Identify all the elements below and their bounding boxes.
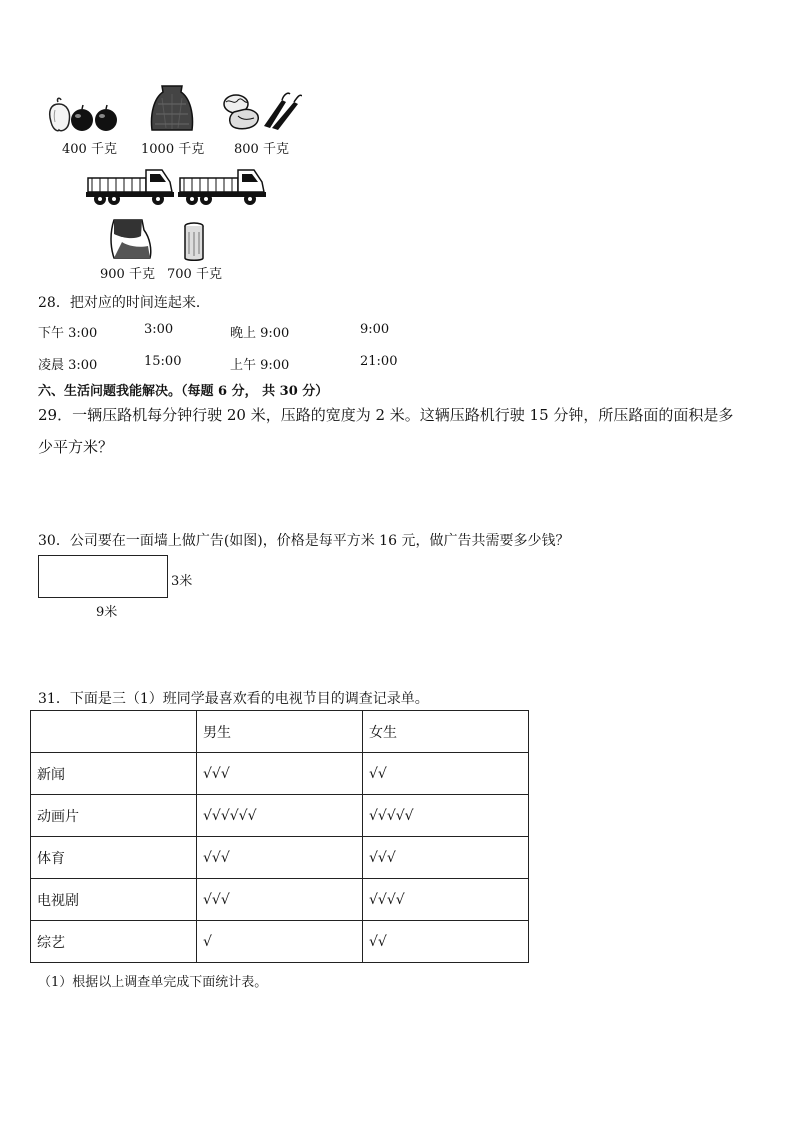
q28-time[interactable]: 21:00 xyxy=(360,354,398,369)
q29-line2: 少平方米？ xyxy=(38,438,114,456)
rice-weight: 1000 千克 xyxy=(141,142,205,157)
table-cell: 动画片 xyxy=(31,795,197,837)
table-cell: √√√√ xyxy=(363,879,529,921)
table-cell: √√√ xyxy=(197,879,363,921)
table-row xyxy=(31,837,529,879)
rice-illustration xyxy=(148,84,196,132)
width-label: 9米 xyxy=(96,605,118,620)
q31-subquestion-1: （1）根据以上调查单完成下面统计表。 xyxy=(38,975,268,990)
table-cell: 电视剧 xyxy=(31,879,197,921)
section-6-heading: 六、生活问题我能解决。（每题 6 分， 共 30 分） xyxy=(38,384,329,399)
table-row xyxy=(31,795,529,837)
wall-rectangle xyxy=(38,555,168,598)
table-cell: √√√√√ xyxy=(363,795,529,837)
flour-illustration xyxy=(108,216,152,260)
table-header: 男生 xyxy=(197,711,363,753)
q28-time[interactable]: 3:00 xyxy=(144,322,174,337)
flour-weight: 900 千克 xyxy=(100,267,155,282)
truck-1 xyxy=(86,164,174,206)
oil-illustration xyxy=(182,222,206,262)
truck-2 xyxy=(178,164,266,206)
vegetable-icon xyxy=(220,90,302,132)
table-cell: √√√ xyxy=(197,753,363,795)
table-row xyxy=(31,753,529,795)
oil-weight: 700 千克 xyxy=(167,267,222,282)
fruit-illustration xyxy=(46,96,122,136)
fruit-weight: 400 千克 xyxy=(62,142,117,157)
q28-time[interactable]: 9:00 xyxy=(360,322,390,337)
q28-time[interactable]: 上午 9:00 xyxy=(230,358,290,373)
table-row xyxy=(31,921,529,963)
q29-line1: 29．一辆压路机每分钟行驶 20 米，压路的宽度为 2 米。这辆压路机行驶 15 分钟，所压路面的面积是多 xyxy=(38,406,734,424)
truck-icon xyxy=(178,164,266,206)
q28-time[interactable]: 下午 3:00 xyxy=(38,326,98,341)
survey-table xyxy=(30,710,529,963)
table-header xyxy=(31,711,197,753)
table-cell: √√ xyxy=(363,753,529,795)
truck-icon xyxy=(86,164,174,206)
table-header-row xyxy=(31,711,529,753)
flour-sack-icon xyxy=(108,216,152,260)
table-cell: √ xyxy=(197,921,363,963)
q28-title: 28．把对应的时间连起来． xyxy=(38,295,210,311)
rice-sack-icon xyxy=(148,84,196,132)
table-cell: √√√√√√ xyxy=(197,795,363,837)
q28-time[interactable]: 15:00 xyxy=(144,354,182,369)
table-cell: √√√ xyxy=(197,837,363,879)
vegetable-weight: 800 千克 xyxy=(234,142,289,157)
table-cell: 综艺 xyxy=(31,921,197,963)
oil-can-icon xyxy=(182,222,206,262)
q28-time[interactable]: 晚上 9:00 xyxy=(230,326,290,341)
vegetable-illustration xyxy=(220,90,302,132)
height-label: 3米 xyxy=(171,574,193,589)
table-cell: √√ xyxy=(363,921,529,963)
table-header: 女生 xyxy=(363,711,529,753)
q31-text: 31．下面是三（1）班同学最喜欢看的电视节目的调查记录单。 xyxy=(38,691,429,707)
q30-text: 30．公司要在一面墙上做广告(如图)，价格是每平方米 16 元，做广告共需要多少钱？ xyxy=(38,533,570,549)
table-cell: 体育 xyxy=(31,837,197,879)
q28-time[interactable]: 凌晨 3:00 xyxy=(38,358,98,373)
table-cell: 新闻 xyxy=(31,753,197,795)
table-cell: √√√ xyxy=(363,837,529,879)
fruit-icon xyxy=(46,96,122,136)
table-row xyxy=(31,879,529,921)
